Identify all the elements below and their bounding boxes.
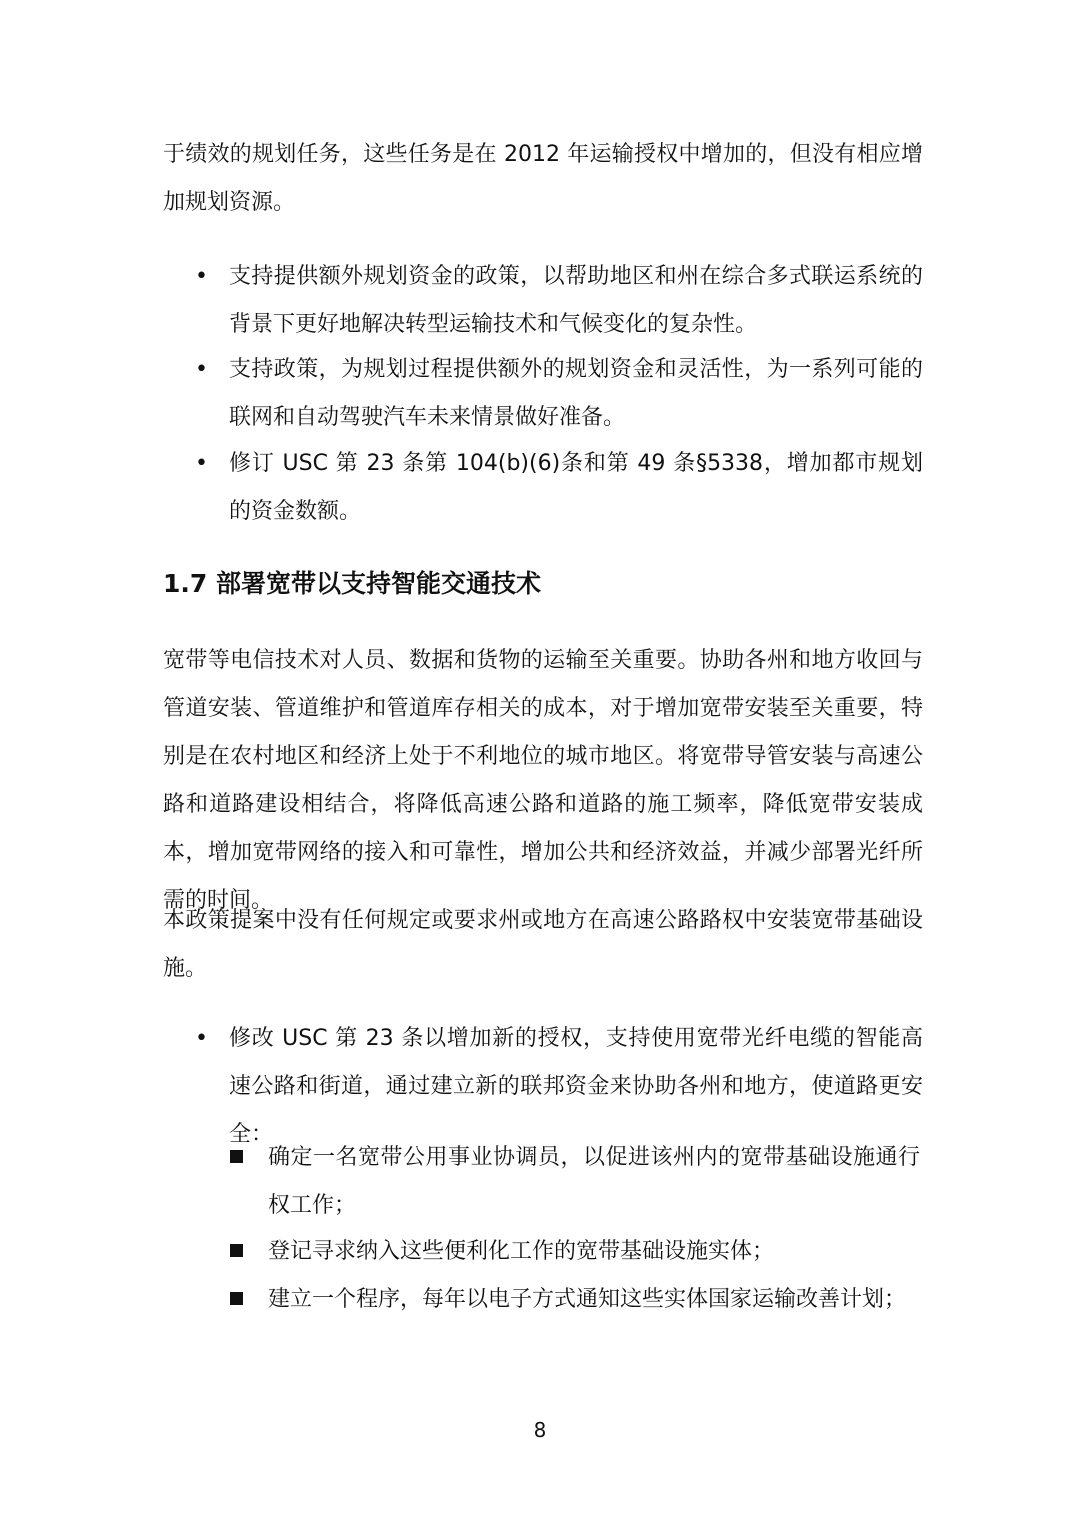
sub-list-item — [230, 1134, 920, 1230]
sub-list-item — [230, 1276, 920, 1324]
list-item-text: 支持政策，为规划过程提供额外的规划资金和灵活性，为一系列可能的联网和自动驾驶汽车未来情景做好准备。 — [229, 357, 923, 430]
bullet-icon: • — [195, 451, 208, 476]
bullet-icon: • — [195, 264, 208, 289]
section-paragraph-1: 宽带等电信技术对人员、数据和货物的运输至关重要。协助各州和地方收回与管道安装、管道维护和管道库存相关的成本，对于增加宽带安装至关重要，特别是在农村地区和经济上处于不利地位的城市地区。将宽带导管安装与高速公路和道路建设相结合，将降低高速公路和道路的施工频率，降低宽带安装成本，增加宽带网络的接入和可靠性，增加公共和经济效益，并减少部署光纤所需的时间。 — [163, 648, 923, 913]
list-item — [195, 253, 923, 349]
list-item-text: 修改 USC 第 23 条以增加新的授权，支持使用宽带光纤电缆的智能高速公路和街道，通过建立新的联邦资金来协助各州和地方，使道路更安全： — [229, 1026, 923, 1147]
sub-list-item-text: 建立一个程序，每年以电子方式通知这些实体国家运输改善计划； — [268, 1287, 907, 1312]
section-heading: 1.7 部署宽带以支持智能交通技术 — [163, 569, 541, 598]
sub-list-item — [230, 1228, 920, 1276]
bullet-icon: • — [195, 357, 208, 382]
square-bullet-icon — [230, 1292, 243, 1305]
sub-list-item-text: 确定一名宽带公用事业协调员，以促进该州内的宽带基础设施通行权工作； — [268, 1145, 920, 1218]
sub-list-item-text: 登记寻求纳入这些便利化工作的宽带基础设施实体； — [268, 1239, 775, 1264]
list-item-text: 支持提供额外规划资金的政策，以帮助地区和州在综合多式联运系统的背景下更好地解决转型运输技术和气候变化的复杂性。 — [229, 264, 923, 337]
square-bullet-icon — [230, 1150, 243, 1163]
square-bullet-icon — [230, 1244, 243, 1257]
page-number: 8 — [533, 1418, 547, 1442]
list-item-text: 修订 USC 第 23 条第 104(b)(6)条和第 49 条§5338，增加都市规划的资金数额。 — [229, 451, 923, 524]
list-item — [195, 440, 923, 536]
bullet-icon: • — [195, 1026, 208, 1051]
list-item — [195, 346, 923, 442]
section-paragraph-2: 本政策提案中没有任何规定或要求州或地方在高速公路路权中安装宽带基础设施。 — [163, 908, 923, 981]
intro-paragraph: 于绩效的规划任务，这些任务是在 2012 年运输授权中增加的，但没有相应增加规划资源。 — [163, 142, 923, 215]
